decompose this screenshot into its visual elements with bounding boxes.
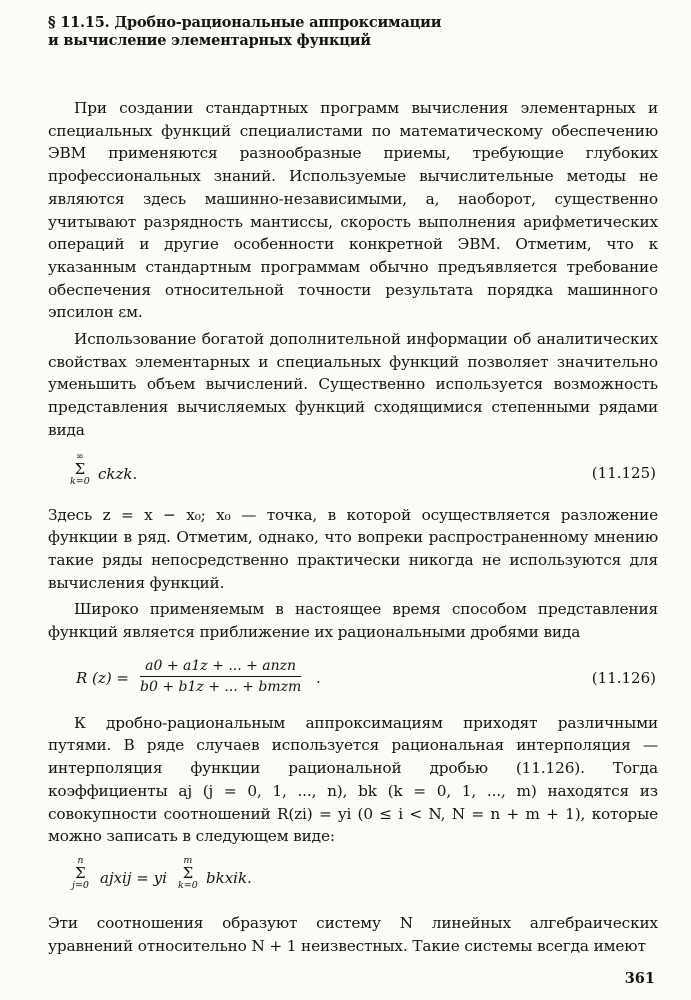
page-number: 361: [624, 970, 655, 987]
section-heading-line1: § 11.15. Дробно-рациональные аппроксимации: [48, 14, 442, 31]
sum-upper-limit: n: [77, 854, 84, 866]
section-heading: [48, 14, 658, 50]
sigma-symbol: Σ: [75, 863, 86, 882]
paragraph-5: К дробно-рациональным аппроксимациям приходят различными путями. В ряде случаев используется рациональная интерполяция — интерполяция функции рациональной дробью (11.126). Тогда коэффициенты aj (j = 0, 1, ..., n), bk (k = 0, 1, ..., m) находятся из совокупности соотношений R(zi) = yi (0 ≤ i < N, N = n + m + 1), которые можно записать в следующем виде:: [48, 713, 658, 846]
sum-upper-limit: ∞: [75, 450, 84, 462]
paragraph-2: Использование богатой дополнительной информации об аналитических свойствах элементарных и специальных функций позволяет значительно уменьшить объем вычислений. Существенно используется возможность представления вычисляемых функций сходящимися степенными рядами вида: [48, 330, 658, 439]
section-heading-line2: и вычисление элементарных функций: [48, 32, 371, 49]
equation-number: (11.125): [591, 463, 656, 482]
equation-lhs: R (z) =: [76, 668, 130, 687]
sum-lower-limit: k=0: [70, 475, 90, 487]
sigma-symbol: Σ: [74, 459, 86, 478]
paragraph-6: Эти соотношения образуют систему N линейных алгебраических уравнений относительно N + 1 неизвестных. Такие системы всегда имеют: [48, 913, 658, 955]
equation-interpolation: [48, 848, 658, 912]
series-term: ckzk.: [98, 464, 138, 483]
paragraph-4: Широко применяемым в настоящее время способом представления функций является приближение их рациональными дробями вида: [48, 600, 658, 642]
paragraph-1: При создании стандартных программ вычисления элементарных и специальных функций специалистами по математическому обеспечению ЭВМ применяются разнообразные приемы, требующие глубоких профессиональных знаний. Используемые вычислительные методы не являются здесь машинно-независимыми, а, наоборот, существенно учитывают разрядность мантиссы, скорость выполнения арифметических операций и другие особенности конкретной ЭВМ. Отметим, что к указанным стандартным программам обычно предъявляется требование обеспечения относительной точности результата порядка машинного эпсилон εм.: [48, 99, 658, 322]
page: [48, 14, 658, 957]
equation-11-125: [48, 442, 658, 504]
fraction-numerator: a0 + a1z + ... + anzn: [140, 658, 301, 677]
equation-number: (11.126): [591, 668, 656, 687]
sum-term-right: bkxik.: [206, 868, 252, 887]
sum-lower-limit: j=0: [72, 879, 89, 891]
sum-operator-k: [178, 856, 198, 891]
sum-operator: [70, 452, 90, 487]
sum-lower-limit: k=0: [178, 879, 198, 891]
paragraph-3: Здесь z = x − x₀; x₀ — точка, в которой осуществляется разложение функции в ряд. Отметим, однако, что вопреки распространенному мнению такие ряды непосредственно практически никогда не используются для вычисления функций.: [48, 505, 658, 592]
sum-operator-j: [72, 856, 89, 891]
sum-upper-limit: m: [183, 854, 193, 866]
equation-period: .: [316, 668, 321, 687]
fraction: [140, 658, 301, 695]
fraction-denominator: b0 + b1z + ... + bmzm: [140, 678, 302, 695]
sigma-symbol: Σ: [182, 863, 194, 882]
sum-term-left: ajxij = yi: [100, 868, 167, 887]
equation-11-126: [48, 644, 658, 712]
